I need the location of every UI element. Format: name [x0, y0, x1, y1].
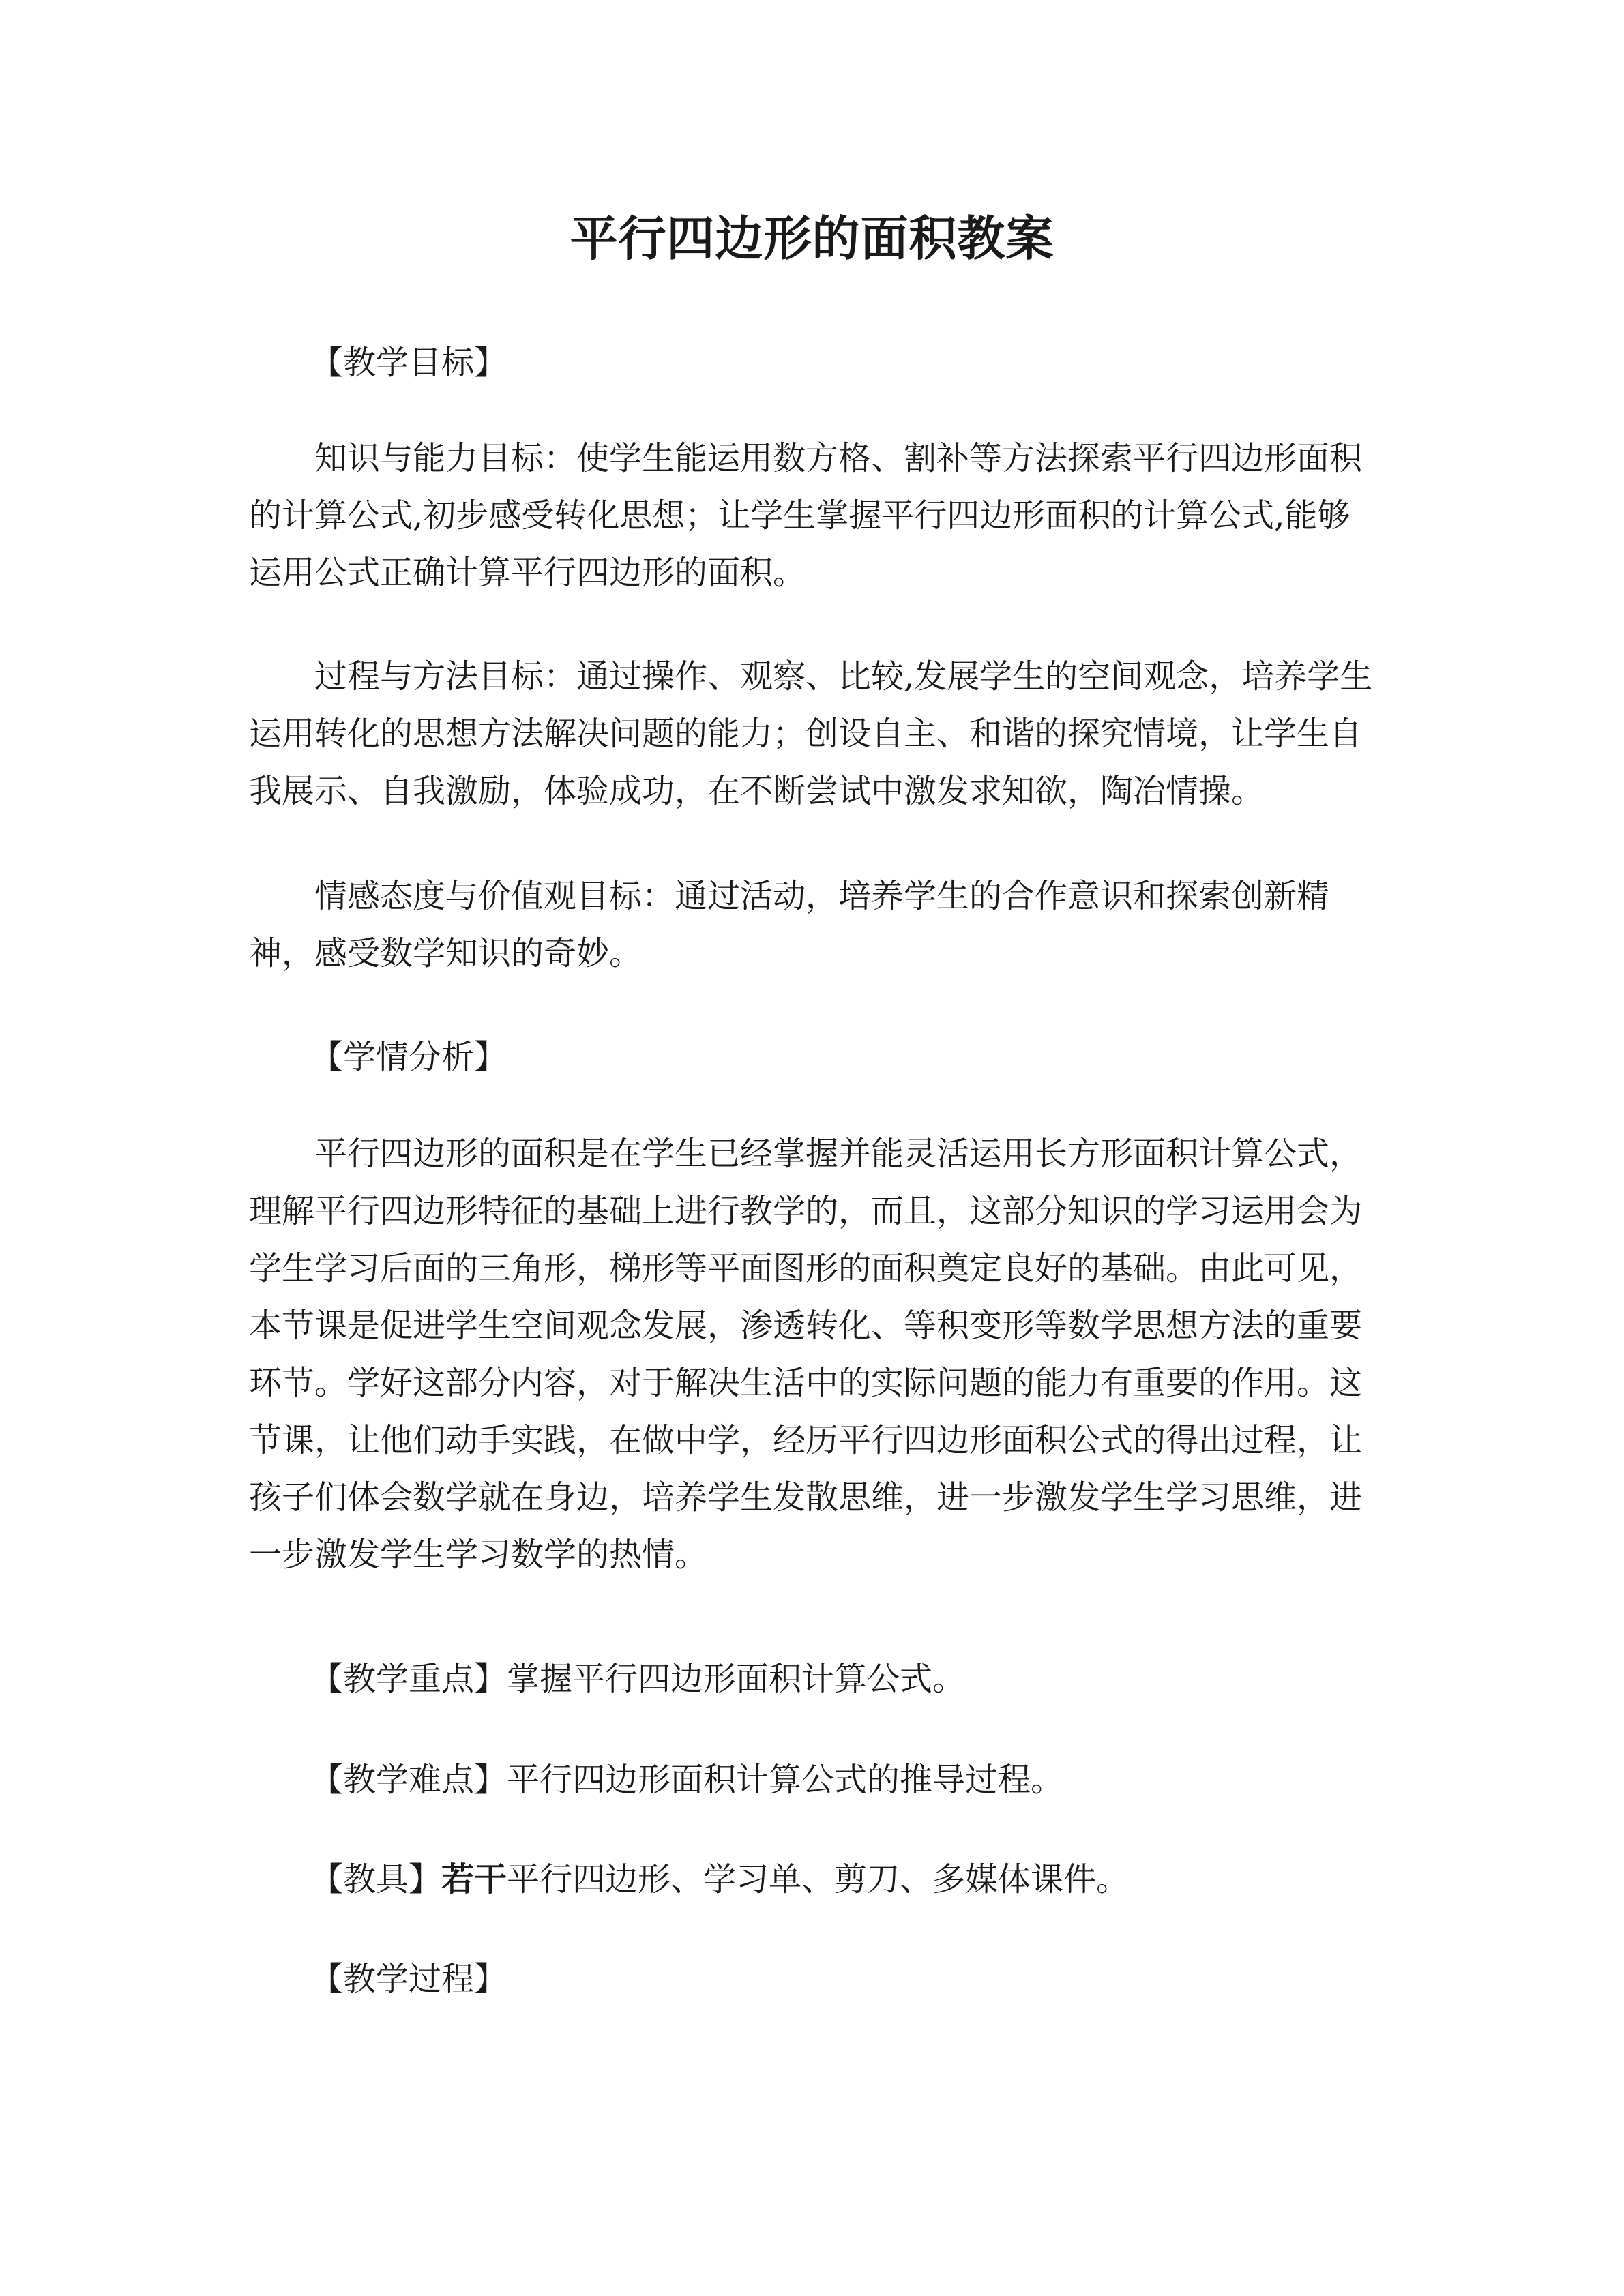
paragraph-line: 过程与方法目标：通过操作、观察、比较,发展学生的空间观念，培养学生 [314, 657, 1373, 696]
tools-line [310, 1851, 1129, 1908]
analysis-paragraph [249, 1125, 1381, 1583]
difficulty-text: 平行四边形面积计算公式的推导过程。 [507, 1761, 1064, 1799]
paragraph-line: 孩子们体会数学就在身边，培养学生发散思维，进一步激发学生学习思维，进 [249, 1478, 1363, 1517]
paragraph-line: 运用转化的思想方法解决问题的能力；创设自主、和谐的探究情境，让学生自 [249, 715, 1363, 753]
key-point-label: 【教学重点】 [310, 1660, 507, 1698]
tools-label: 【教具】 [310, 1860, 442, 1898]
paragraph-line: 神，感受数学知识的奇妙。 [249, 934, 643, 972]
tools-text: 平行四边形、学习单、剪刀、多媒体课件。 [507, 1860, 1130, 1898]
objectives-heading: 【教学目标】 [310, 344, 507, 382]
paragraph-line: 节课，让他们动手实践，在做中学，经历平行四边形面积公式的得出过程，让 [249, 1421, 1363, 1459]
paragraph-line: 知识与能力目标：使学生能运用数方格、割补等方法探索平行四边形面积 [314, 439, 1363, 477]
paragraph-line: 本节课是促进学生空间观念发展，渗透转化、等积变形等数学思想方法的重要 [249, 1307, 1363, 1345]
tools-bold-text: 若干 [441, 1860, 507, 1898]
paragraph-line: 学生学习后面的三角形，梯形等平面图形的面积奠定良好的基础。由此可见， [249, 1249, 1363, 1287]
paragraph-line: 运用公式正确计算平行四边形的面积。 [249, 554, 806, 592]
process-objective-paragraph [249, 648, 1381, 820]
key-point-text: 掌握平行四边形面积计算公式。 [507, 1660, 966, 1698]
paragraph-line: 环节。学好这部分内容，对于解决生活中的实际问题的能力有重要的作用。这 [249, 1364, 1363, 1402]
knowledge-objective-paragraph [249, 430, 1381, 601]
paragraph-line: 我展示、自我激励，体验成功，在不断尝试中激发求知欲，陶冶情操。 [249, 772, 1265, 810]
difficulty-line [310, 1751, 1063, 1808]
key-point-line [310, 1650, 965, 1708]
difficulty-label: 【教学难点】 [310, 1761, 507, 1799]
process-heading: 【教学过程】 [310, 1960, 507, 1998]
paragraph-line: 情感态度与价值观目标：通过活动，培养学生的合作意识和探索创新精 [314, 877, 1330, 915]
paragraph-line: 的计算公式,初步感受转化思想；让学生掌握平行四边形面积的计算公式,能够 [249, 496, 1350, 535]
analysis-heading: 【学情分析】 [310, 1038, 507, 1076]
paragraph-line: 一步激发学生学习数学的热情。 [249, 1536, 708, 1574]
paragraph-line: 理解平行四边形特征的基础上进行教学的，而且，这部分知识的学习运用会为 [249, 1192, 1363, 1230]
emotion-objective-paragraph [249, 867, 1381, 982]
paragraph-line: 平行四边形的面积是在学生已经掌握并能灵活运用长方形面积计算公式， [314, 1135, 1363, 1173]
page-title: 平行四边形的面积教案 [570, 211, 1054, 267]
